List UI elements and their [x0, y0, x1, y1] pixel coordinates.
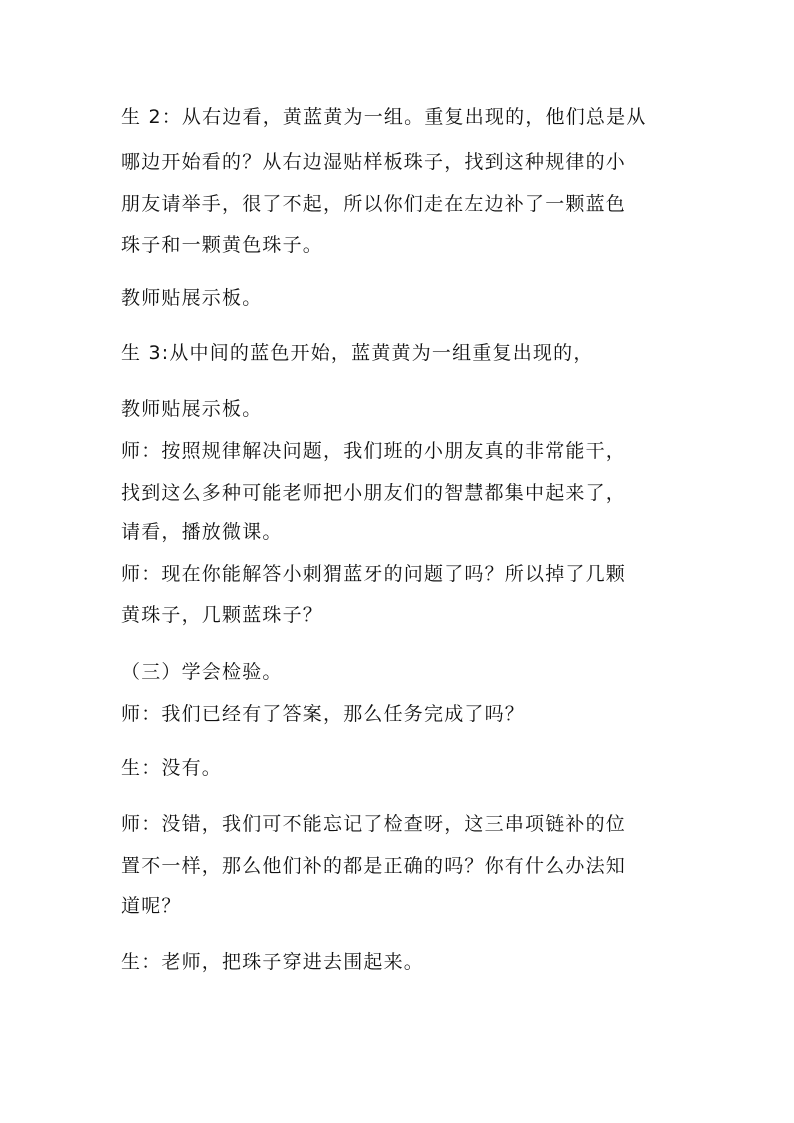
text-line: 生 3:从中间的蓝色开始，蓝黄黄为一组重复出现的，: [121, 342, 594, 364]
text-line: 师：按照规律解决问题，我们班的小朋友真的非常能干，: [121, 440, 627, 462]
text-line: 珠子和一颗黄色珠子。: [121, 234, 324, 256]
text-line: 生 2：从右边看，黄蓝黄为一组。重复出现的，他们总是从: [121, 106, 647, 128]
text-line: 生：老师，把珠子穿进去围起来。: [121, 951, 425, 973]
text-line: 教师贴展示板。: [121, 398, 263, 420]
text-line: 哪边开始看的？从右边湿贴样板珠子，找到这种规律的小: [121, 151, 627, 173]
text-line: 黄珠子，几颗蓝珠子？: [121, 604, 324, 626]
text-line: 找到这么多种可能老师把小朋友们的智慧都集中起来了，: [121, 482, 627, 504]
text-line: （三）学会检验。: [121, 661, 283, 683]
text-line: 教师贴展示板。: [121, 287, 263, 309]
text-line: 师：没错，我们可不能忘记了检查呀，这三串项链补的位: [121, 813, 627, 835]
text-line: 道呢？: [121, 895, 182, 917]
text-line: 师：我们已经有了答案，那么任务完成了吗？: [121, 703, 526, 725]
text-line: 置不一样，那么他们补的都是正确的吗？你有什么办法知: [121, 855, 627, 877]
text-line: 请看，播放微课。: [121, 521, 283, 543]
text-line: 生：没有。: [121, 757, 223, 779]
text-line: 师：现在你能解答小刺猬蓝牙的问题了吗？所以掉了几颗: [121, 563, 627, 585]
text-line: 朋友请举手，很了不起，所以你们走在左边补了一颗蓝色: [121, 193, 627, 215]
